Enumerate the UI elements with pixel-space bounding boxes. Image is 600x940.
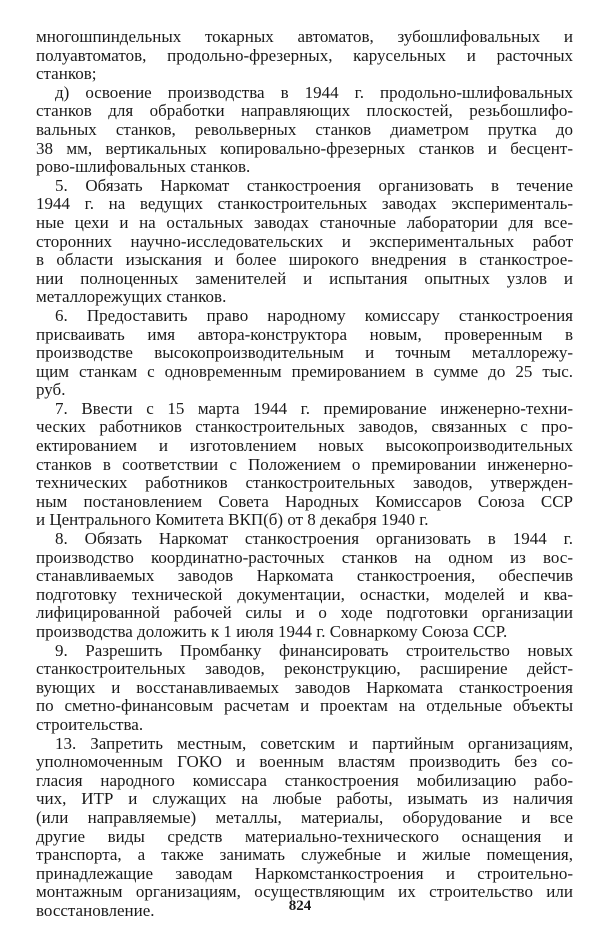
- paragraph: [36, 28, 573, 84]
- text-line: 38 мм, вертикальных копировально-фрезерных станков и бесцент-: [36, 138, 573, 158]
- text-line: лифицированной рабочей силы и о ходе подготовки организации: [36, 603, 573, 623]
- text-line: 5. Обязать Наркомат станкостроения организовать в течение: [55, 175, 573, 195]
- page-number: 824: [288, 898, 312, 914]
- text-line: и Центрального Комитета ВКП(б) от 8 декабря 1940 г.: [36, 510, 429, 530]
- text-line: производстве высокопроизводительным и точным металлорежу-: [36, 343, 573, 363]
- text-line: гласия народного комиссара станкостроения мобилизацию рабо-: [36, 770, 573, 790]
- text-line: ные цехи и на остальных заводах станочные лаборатории для все-: [36, 212, 573, 232]
- paragraph: [36, 735, 573, 921]
- text-line: в области изыскания и более широкого внедрения в станкострое-: [36, 250, 573, 270]
- paragraph: [36, 307, 573, 400]
- text-line: транспорта, а также занимать служебные и жилые помещения,: [36, 845, 573, 865]
- text-line: полуавтоматов, продольно-фрезерных, карусельных и расточных: [36, 45, 573, 65]
- paragraph: [36, 400, 573, 530]
- text-line: станавливаемых заводов Наркомата станкостроения, обеспечив: [36, 566, 573, 586]
- text-line: (или направляемые) металлы, материалы, оборудование и все: [36, 807, 573, 827]
- text-line: станков в соответствии с Положением о премировании инженерно-: [36, 454, 573, 474]
- text-line: рово-шлифовальных станков.: [36, 157, 251, 177]
- text-line: по сметно-финансовым расчетам и проектам на отдельные объекты: [36, 696, 573, 716]
- text-line: ектированием и изготовлением новых высокопроизводительных: [36, 436, 573, 456]
- text-line: производства доложить к 1 июля 1944 г. Совнаркому Союза ССР.: [36, 622, 508, 641]
- text-line: многошпиндельных токарных автоматов, зубошлифовальных и: [36, 27, 573, 46]
- text-line: строительства.: [36, 714, 144, 734]
- text-line: ным постановлением Совета Народных Комиссаров Союза ССР: [36, 491, 573, 511]
- text-line: принадлежащие заводам Наркомстанкостроения и строительно-: [36, 863, 573, 883]
- text-line: 8. Обязать Наркомат станкостроения организовать в 1944 г.: [55, 529, 573, 549]
- paragraph: [36, 530, 573, 642]
- text-line: металлорежущих станков.: [36, 287, 227, 307]
- text-line: чих, ИТР и служащих на любые работы, изымать из наличия: [36, 789, 573, 809]
- paragraph: [36, 177, 573, 307]
- text-line: технических работников станкостроительных заводов, утвержден-: [36, 473, 573, 493]
- text-line: другие виды средств материально-технического оснащения и: [36, 826, 573, 846]
- paragraph: [36, 642, 573, 735]
- text-line: 1944 г. на ведущих станкостроительных заводах эксперименталь-: [36, 194, 573, 214]
- text-line: производство координатно-расточных станков на одном из вос-: [36, 547, 573, 567]
- text-line: присваивать имя автора-конструктора новым, проверенным в: [36, 324, 573, 344]
- paragraph: [36, 84, 573, 177]
- text-line: нии полноценных заменителей и испытания опытных узлов и: [36, 268, 573, 288]
- text-line: восстановление.: [36, 900, 155, 920]
- text-line: д) освоение производства в 1944 г. продольно-шлифовальных: [55, 82, 573, 102]
- text-line: станков для обработки направляющих плоскостей, резьбошлифо-: [36, 101, 573, 121]
- text-line: подготовку технической документации, оснастки, моделей и ква-: [36, 584, 573, 604]
- document-body: [36, 28, 573, 921]
- text-line: сторонних научно-исследовательских и экспериментальных работ: [36, 231, 573, 251]
- text-line: 9. Разрешить Промбанку финансировать строительство новых: [55, 640, 573, 660]
- text-line: 7. Ввести с 15 марта 1944 г. премирование инженерно-техни-: [55, 398, 573, 418]
- text-line: ческих работников станкостроительных заводов, связанных с про-: [36, 417, 573, 437]
- text-line: уполномоченным ГОКО и военным властям производить без со-: [36, 752, 573, 772]
- text-line: 6. Предоставить право народному комиссару станкостроения: [55, 305, 573, 325]
- text-line: щим станкам с одновременным премированием в сумме до 25 тыс.: [36, 361, 573, 381]
- text-line: вальных станков, револьверных станков диаметром прутка до: [36, 119, 573, 139]
- text-line: вующих и восстанавливаемых заводов Наркомата станкостроения: [36, 677, 573, 697]
- text-line: руб.: [36, 380, 66, 400]
- text-line: монтажным организациям, осуществляющим их строительство или: [36, 882, 573, 902]
- text-line: станкостроительных заводов, реконструкцию, расширение дейст-: [36, 659, 573, 679]
- text-line: станков;: [36, 64, 97, 84]
- text-line: 13. Запретить местным, советским и партийным организациям,: [55, 733, 573, 753]
